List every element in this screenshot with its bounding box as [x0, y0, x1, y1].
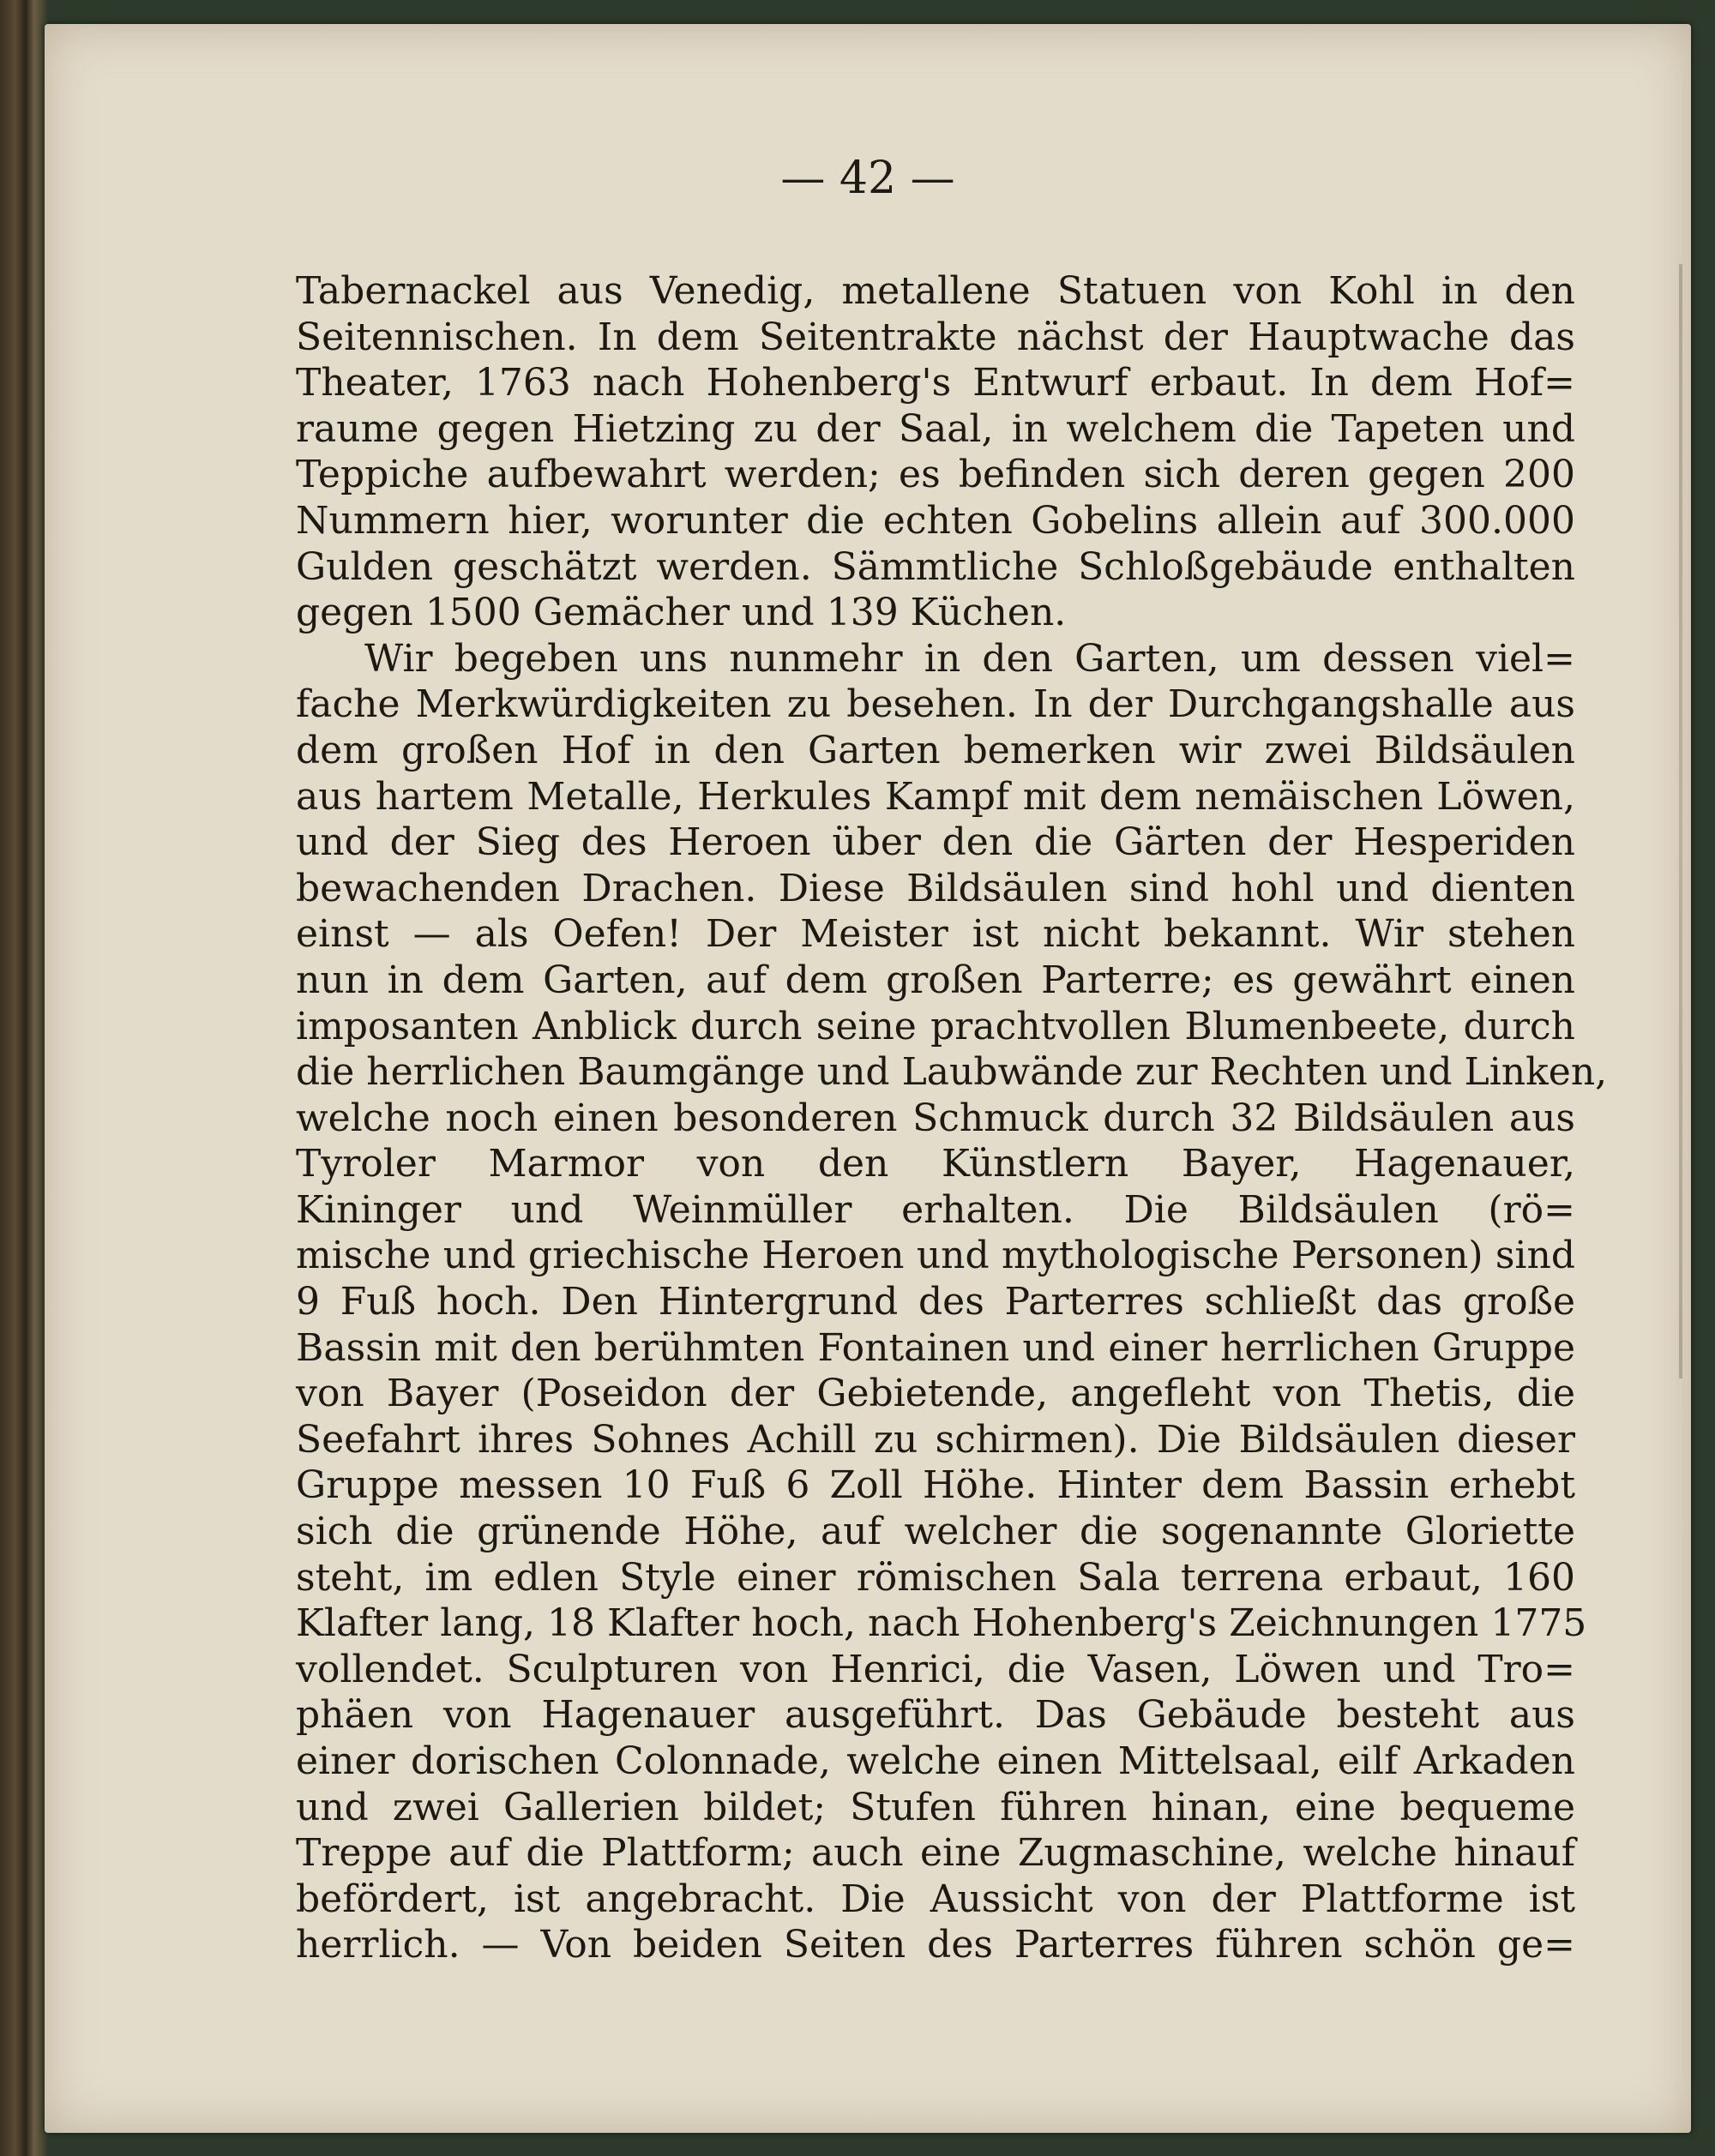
text-line: phäen von Hagenauer ausgeführt. Das Gebäude besteht aus	[296, 1693, 1575, 1738]
page-edge-shadow	[1679, 264, 1682, 1378]
text-line: und zwei Gallerien bildet; Stufen führen hinan, eine bequeme	[296, 1785, 1575, 1829]
text-line: bewachenden Drachen. Diese Bildsäulen sind hohl und dienten	[296, 866, 1575, 910]
text-line: einer dorischen Colonnade, welche einen Mittelsaal, eilf Arkaden	[296, 1739, 1575, 1783]
text-line: die herrlichen Baumgänge und Laubwände zur Rechten und Linken,	[296, 1050, 1608, 1095]
text-line: und der Sieg des Heroen über den die Gärten der Hesperiden	[296, 820, 1575, 865]
text-line: Teppiche aufbewahrt werden; es befinden sich deren gegen 200	[296, 453, 1575, 497]
page-number: — 42 —	[780, 153, 955, 204]
text-line: Bassin mit den berühmten Fontainen und einer herrlichen Gruppe	[296, 1325, 1575, 1370]
text-line: nun in dem Garten, auf dem großen Parterre; es gewährt einen	[296, 958, 1575, 1002]
text-line: Nummern hier, worunter die echten Gobelins allein auf 300.000	[296, 498, 1575, 543]
text-line: dem großen Hof in den Garten bemerken wir zwei Bildsäulen	[296, 728, 1575, 772]
text-line: Kininger und Weinmüller erhalten. Die Bildsäulen (rö=	[296, 1187, 1575, 1232]
text-line: einst — als Oefen! Der Meister ist nicht bekannt. Wir stehen	[296, 912, 1575, 957]
text-line: Seefahrt ihres Sohnes Achill zu schirmen). Die Bildsäulen dieser	[296, 1417, 1575, 1462]
text-line: Gulden geschätzt werden. Sämmtliche Schloßgebäude enthalten	[296, 544, 1575, 589]
text-line: mische und griechische Heroen und mythologische Personen) sind	[296, 1234, 1575, 1278]
text-line: fache Merkwürdigkeiten zu besehen. In der Durchgangshalle aus	[296, 682, 1575, 727]
text-line: Tabernackel aus Venedig, metallene Statuen von Kohl in den	[296, 269, 1575, 313]
text-line: Klafter lang, 18 Klafter hoch, nach Hohenberg's Zeichnungen 1775	[296, 1601, 1587, 1646]
text-line: Wir begeben uns nunmehr in den Garten, um dessen viel=	[364, 636, 1575, 681]
text-line: befördert, ist angebracht. Die Aussicht von der Plattforme ist	[296, 1877, 1575, 1921]
body-text	[296, 268, 1608, 1968]
text-line: 9 Fuß hoch. Den Hintergrund des Parterres schließt das große	[296, 1280, 1575, 1324]
text-line: Tyroler Marmor von den Künstlern Bayer, Hagenauer,	[296, 1142, 1575, 1186]
text-line: raume gegen Hietzing zu der Saal, in welchem die Tapeten und	[296, 406, 1575, 451]
text-line: Theater, 1763 nach Hohenberg's Entwurf erbaut. In dem Hof=	[296, 361, 1575, 405]
text-line: Gruppe messen 10 Fuß 6 Zoll Höhe. Hinter dem Bassin erhebt	[296, 1463, 1575, 1508]
text-line: herrlich. — Von beiden Seiten des Parterres führen schön ge=	[296, 1923, 1575, 1967]
text-line: aus hartem Metalle, Herkules Kampf mit dem nemäischen Löwen,	[296, 774, 1575, 819]
text-line: steht, im edlen Style einer römischen Sala terrena erbaut, 160	[296, 1555, 1575, 1600]
text-line: sich die grünende Höhe, auf welcher die sogenannte Gloriette	[296, 1510, 1575, 1554]
text-line: von Bayer (Poseidon der Gebietende, angefleht von Thetis, die	[296, 1372, 1575, 1416]
text-line: imposanten Anblick durch seine prachtvollen Blumenbeete, durch	[296, 1004, 1575, 1048]
text-line: Treppe auf die Plattform; auch eine Zugmaschine, welche hinauf	[296, 1831, 1575, 1876]
book-page	[45, 24, 1691, 2133]
text-line: Seitennischen. In dem Seitentrakte nächst der Hauptwache das	[296, 315, 1575, 359]
text-line: vollendet. Sculpturen von Henrici, die Vasen, Löwen und Tro=	[296, 1647, 1575, 1691]
text-line: gegen 1500 Gemächer und 139 Küchen.	[296, 591, 1067, 635]
text-line: welche noch einen besonderen Schmuck durch 32 Bildsäulen aus	[296, 1096, 1575, 1140]
